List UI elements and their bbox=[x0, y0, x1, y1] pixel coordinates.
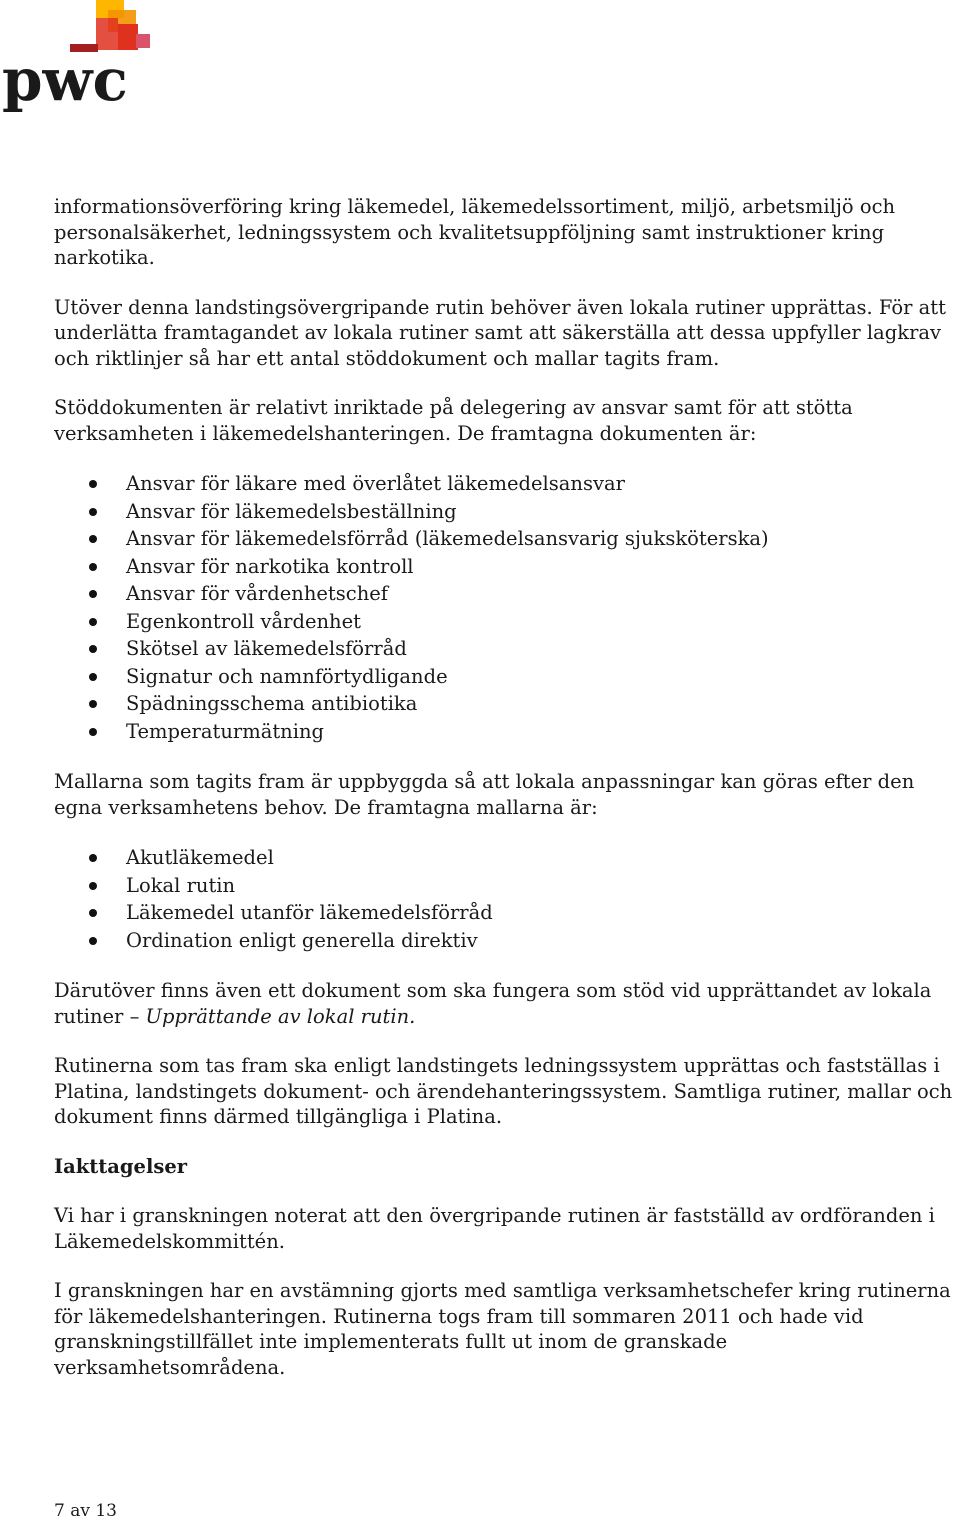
paragraph-platina: Rutinerna som tas fram ska enligt landstingets ledningssystem upprättas och fastställas i Platina, landstingets dokument- och ärendehanteringssystem. Samtliga rutiner, mallar och dokument finns därmed tillgängliga i Platina. bbox=[54, 1054, 953, 1128]
list-item: Ansvar för läkare med överlåtet läkemedelsansvar bbox=[54, 470, 960, 498]
paragraph-additional-doc: Därutöver finns även ett dokument som ska fungera som stöd vid upprättandet av lokala rutiner – Upprättande av lokal rutin. bbox=[54, 979, 932, 1028]
bullet-icon bbox=[89, 563, 97, 571]
bullet-icon bbox=[89, 645, 97, 653]
list-item: Egenkontroll vårdenhet bbox=[54, 608, 960, 636]
paragraph-intro: informationsöverföring kring läkemedel, läkemedelssortiment, miljö, arbetsmiljö och personalsäkerhet, ledningssystem och kvalitetsuppföljning samt instruktioner kring narkotika. bbox=[54, 195, 896, 269]
templates-list bbox=[54, 844, 960, 954]
paragraph-support-docs: Stöddokumenten är relativt inriktade på delegering av ansvar samt för att stötta verksamheten i läkemedelshanteringen. De framtagna dokumenten är: bbox=[54, 396, 853, 445]
page-number: 7 av 13 bbox=[54, 1501, 117, 1521]
list-item: Läkemedel utanför läkemedelsförråd bbox=[54, 899, 960, 927]
list-item: Akutläkemedel bbox=[54, 844, 960, 872]
section-heading: Iakttagelser bbox=[54, 1154, 188, 1178]
paragraph-templates: Mallarna som tagits fram är uppbyggda så att lokala anpassningar kan göras efter den egna verksamhetens behov. De framtagna mallarna är: bbox=[54, 770, 915, 819]
bullet-icon bbox=[89, 854, 97, 862]
bullet-icon bbox=[89, 480, 97, 488]
bullet-icon bbox=[89, 882, 97, 890]
list-item: Temperaturmätning bbox=[54, 718, 960, 746]
bullet-icon bbox=[89, 590, 97, 598]
support-documents-list bbox=[54, 470, 960, 745]
document-body bbox=[54, 194, 960, 1380]
list-item: Spädningsschema antibiotika bbox=[54, 690, 960, 718]
logo-wordmark: pwc bbox=[2, 46, 128, 114]
pwc-logo bbox=[0, 0, 160, 120]
bullet-icon bbox=[89, 728, 97, 736]
list-item: Ordination enligt generella direktiv bbox=[54, 927, 960, 955]
list-item: Ansvar för läkemedelsförråd (läkemedelsansvarig sjuksköterska) bbox=[54, 525, 960, 553]
bullet-icon bbox=[89, 673, 97, 681]
bullet-icon bbox=[89, 508, 97, 516]
list-item: Ansvar för narkotika kontroll bbox=[54, 553, 960, 581]
bullet-icon bbox=[89, 535, 97, 543]
paragraph-observation-2: I granskningen har en avstämning gjorts med samtliga verksamhetschefer kring rutinerna för läkemedelshanteringen. Rutinerna togs fram till sommaren 2011 och hade vid granskningstillfället inte implementerats fullt ut inom de granskade verksamhetsområdena. bbox=[54, 1279, 951, 1379]
paragraph-local-routines: Utöver denna landstingsövergripande rutin behöver även lokala rutiner upprättas. För att underlätta framtagandet av lokala rutiner samt att säkerställa att dessa uppfyller lagkrav och riktlinjer så har ett antal stöddokument och mallar tagits fram. bbox=[54, 295, 946, 370]
bullet-icon bbox=[89, 700, 97, 708]
bullet-icon bbox=[89, 937, 97, 945]
bullet-icon bbox=[89, 909, 97, 917]
pwc-logo-graphic bbox=[0, 0, 160, 120]
list-item: Ansvar för vårdenhetschef bbox=[54, 580, 960, 608]
document-title-italic: Upprättande av lokal rutin. bbox=[145, 1004, 416, 1028]
bullet-icon bbox=[89, 618, 97, 626]
list-item: Signatur och namnförtydligande bbox=[54, 663, 960, 691]
list-item: Skötsel av läkemedelsförråd bbox=[54, 635, 960, 663]
list-item: Lokal rutin bbox=[54, 872, 960, 900]
list-item: Ansvar för läkemedelsbeställning bbox=[54, 498, 960, 526]
paragraph-observation-1: Vi har i granskningen noterat att den övergripande rutinen är fastställd av ordföranden i Läkemedelskommittén. bbox=[54, 1204, 935, 1253]
